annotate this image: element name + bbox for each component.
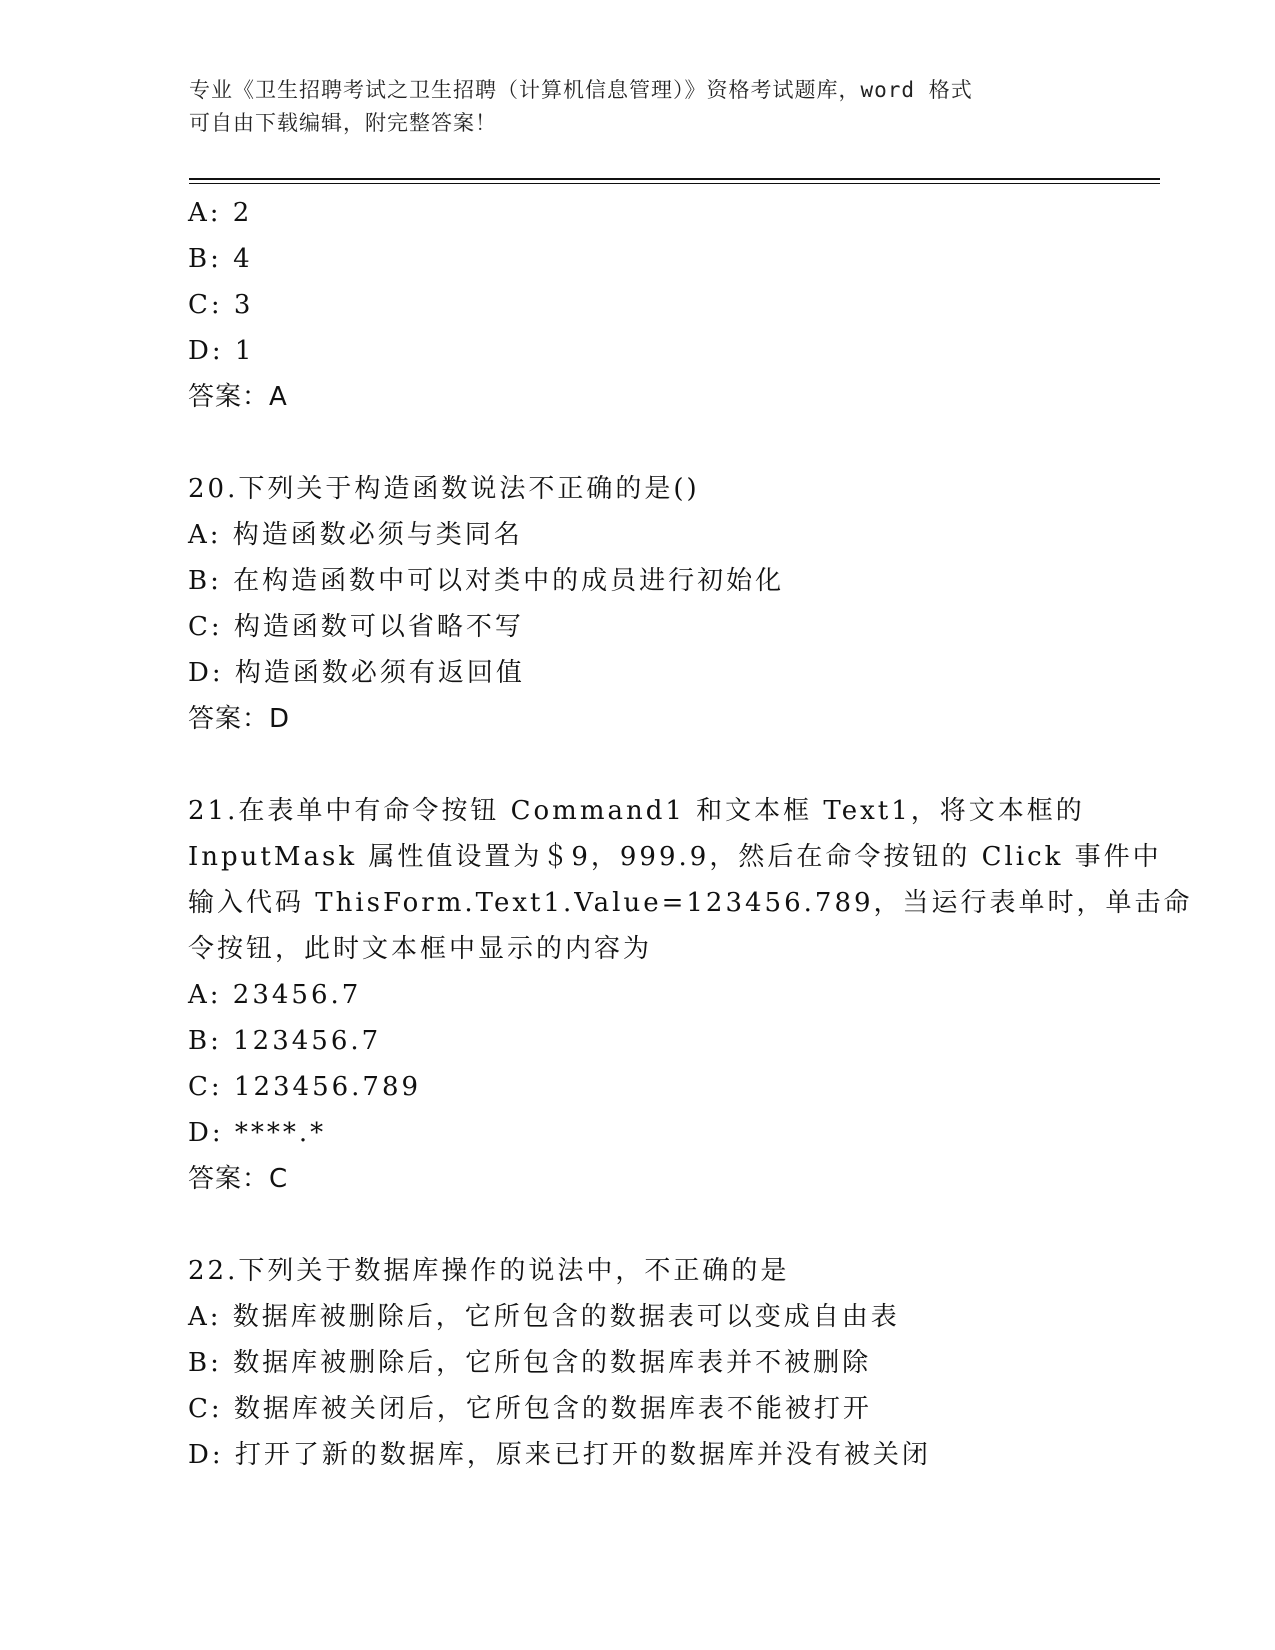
option-a: A: 2 — [188, 198, 253, 228]
question-text: 22.下列关于数据库操作的说法中，不正确的是 — [188, 1256, 790, 1286]
question-20 — [188, 466, 1148, 742]
header-rule-thick — [189, 178, 1160, 180]
spacer — [188, 1202, 1148, 1248]
option-d: D: 打开了新的数据库，原来已打开的数据库并没有被关闭 — [188, 1440, 931, 1470]
question-text-line-4: 令按钮，此时文本框中显示的内容为 — [188, 934, 653, 964]
question-19 — [188, 190, 1148, 420]
option-b: B: 数据库被删除后，它所包含的数据库表并不被删除 — [188, 1348, 872, 1378]
question-text: 20.下列关于构造函数说法不正确的是() — [188, 474, 700, 504]
spacer — [188, 420, 1148, 466]
spacer — [188, 742, 1148, 788]
header-rule-thin — [189, 183, 1160, 184]
option-b: B: 4 — [188, 244, 253, 274]
answer: 答案：C — [188, 1164, 289, 1194]
question-text-line-1: 21.在表单中有命令按钮 Command1 和文本框 Text1，将文本框的 — [188, 796, 1085, 826]
option-c: C: 构造函数可以省略不写 — [188, 612, 524, 642]
option-a: A: 数据库被删除后，它所包含的数据表可以变成自由表 — [188, 1302, 900, 1332]
header-line-2: 可自由下载编辑，附完整答案！ — [189, 111, 497, 135]
option-d: D: ****.* — [188, 1118, 327, 1148]
question-21 — [188, 788, 1193, 1202]
option-a: A: 构造函数必须与类同名 — [188, 520, 523, 550]
answer: 答案：A — [188, 382, 288, 412]
option-d: D: 1 — [188, 336, 255, 366]
option-b: B: 在构造函数中可以对类中的成员进行初始化 — [188, 566, 785, 596]
option-a: A: 23456.7 — [188, 980, 362, 1010]
header-line-1: 专业《卫生招聘考试之卫生招聘（计算机信息管理）》资格考试题库，word 格式 — [189, 78, 973, 102]
answer: 答案：D — [188, 704, 291, 734]
question-text-line-3: 输入代码 ThisForm.Text1.Value=123456.789，当运行表单时，单击命 — [188, 888, 1193, 918]
question-22 — [188, 1248, 1148, 1478]
option-c: C: 123456.789 — [188, 1072, 422, 1102]
option-c: C: 3 — [188, 290, 254, 320]
option-b: B: 123456.7 — [188, 1026, 382, 1056]
document-header — [189, 74, 1089, 140]
option-c: C: 数据库被关闭后，它所包含的数据库表不能被打开 — [188, 1394, 872, 1424]
option-d: D: 构造函数必须有返回值 — [188, 658, 525, 688]
question-list — [188, 190, 1193, 1478]
question-text-line-2: InputMask 属性值设置为＄9，999.9，然后在命令按钮的 Click 事件中 — [188, 842, 1162, 872]
